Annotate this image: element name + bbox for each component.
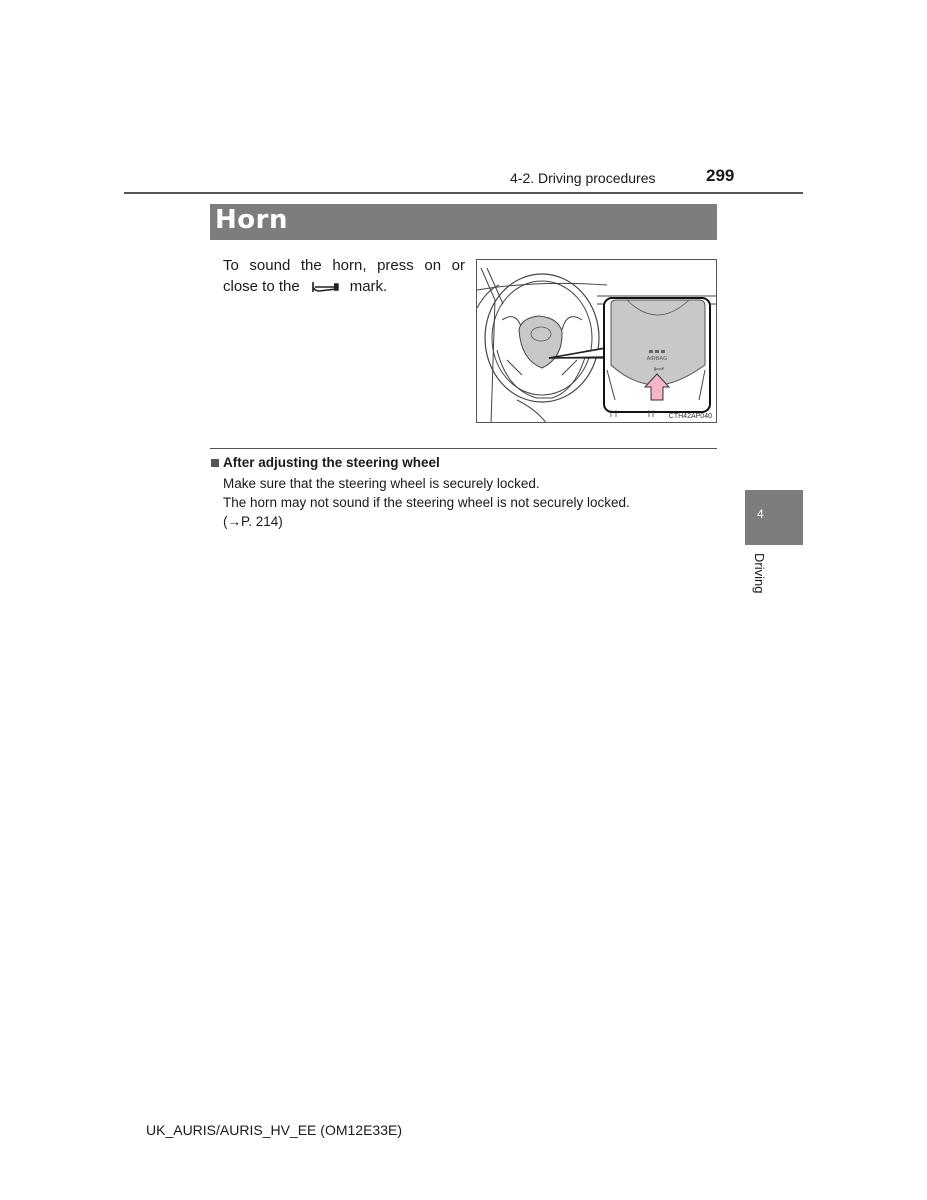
page-reference-link[interactable]: (→P. 214) xyxy=(223,514,283,529)
title-bar xyxy=(210,204,717,240)
intro-word: or xyxy=(451,257,465,274)
intro-paragraph xyxy=(223,255,465,297)
airbag-label: AIRBAG xyxy=(646,356,668,362)
intro-word: To xyxy=(223,257,239,274)
figure-code: CTH42AP040 xyxy=(668,413,712,420)
chapter-label: Driving xyxy=(752,553,767,594)
chapter-tab[interactable] xyxy=(745,490,803,545)
section-divider xyxy=(210,448,717,449)
note-line-1: Make sure that the steering wheel is securely locked. xyxy=(223,476,540,491)
intro-word: on xyxy=(424,257,442,274)
note-heading-text: After adjusting the steering wheel xyxy=(223,455,440,470)
intro-line-2 xyxy=(223,276,465,297)
intro-text-after: mark. xyxy=(349,278,388,295)
intro-text-before: close to the xyxy=(223,278,300,295)
section-title: 4-2. Driving procedures xyxy=(510,170,656,186)
steering-wheel-illustration xyxy=(476,259,717,423)
note-heading xyxy=(211,455,440,470)
intro-word: sound xyxy=(249,257,291,274)
page-title: Horn xyxy=(215,205,288,235)
square-bullet-icon xyxy=(211,459,219,467)
chapter-number: 4 xyxy=(757,507,764,521)
footer-model-code: UK_AURIS/AURIS_HV_EE (OM12E33E) xyxy=(146,1122,402,1138)
note-line-2: The horn may not sound if the steering wheel is not securely locked. xyxy=(223,495,630,510)
horn-icon xyxy=(310,278,340,296)
page-number: 299 xyxy=(706,166,735,185)
header-divider xyxy=(124,192,803,194)
intro-word: the xyxy=(300,257,322,274)
intro-line-1 xyxy=(223,255,465,276)
intro-word: press xyxy=(377,257,414,274)
intro-word: horn, xyxy=(332,257,367,274)
